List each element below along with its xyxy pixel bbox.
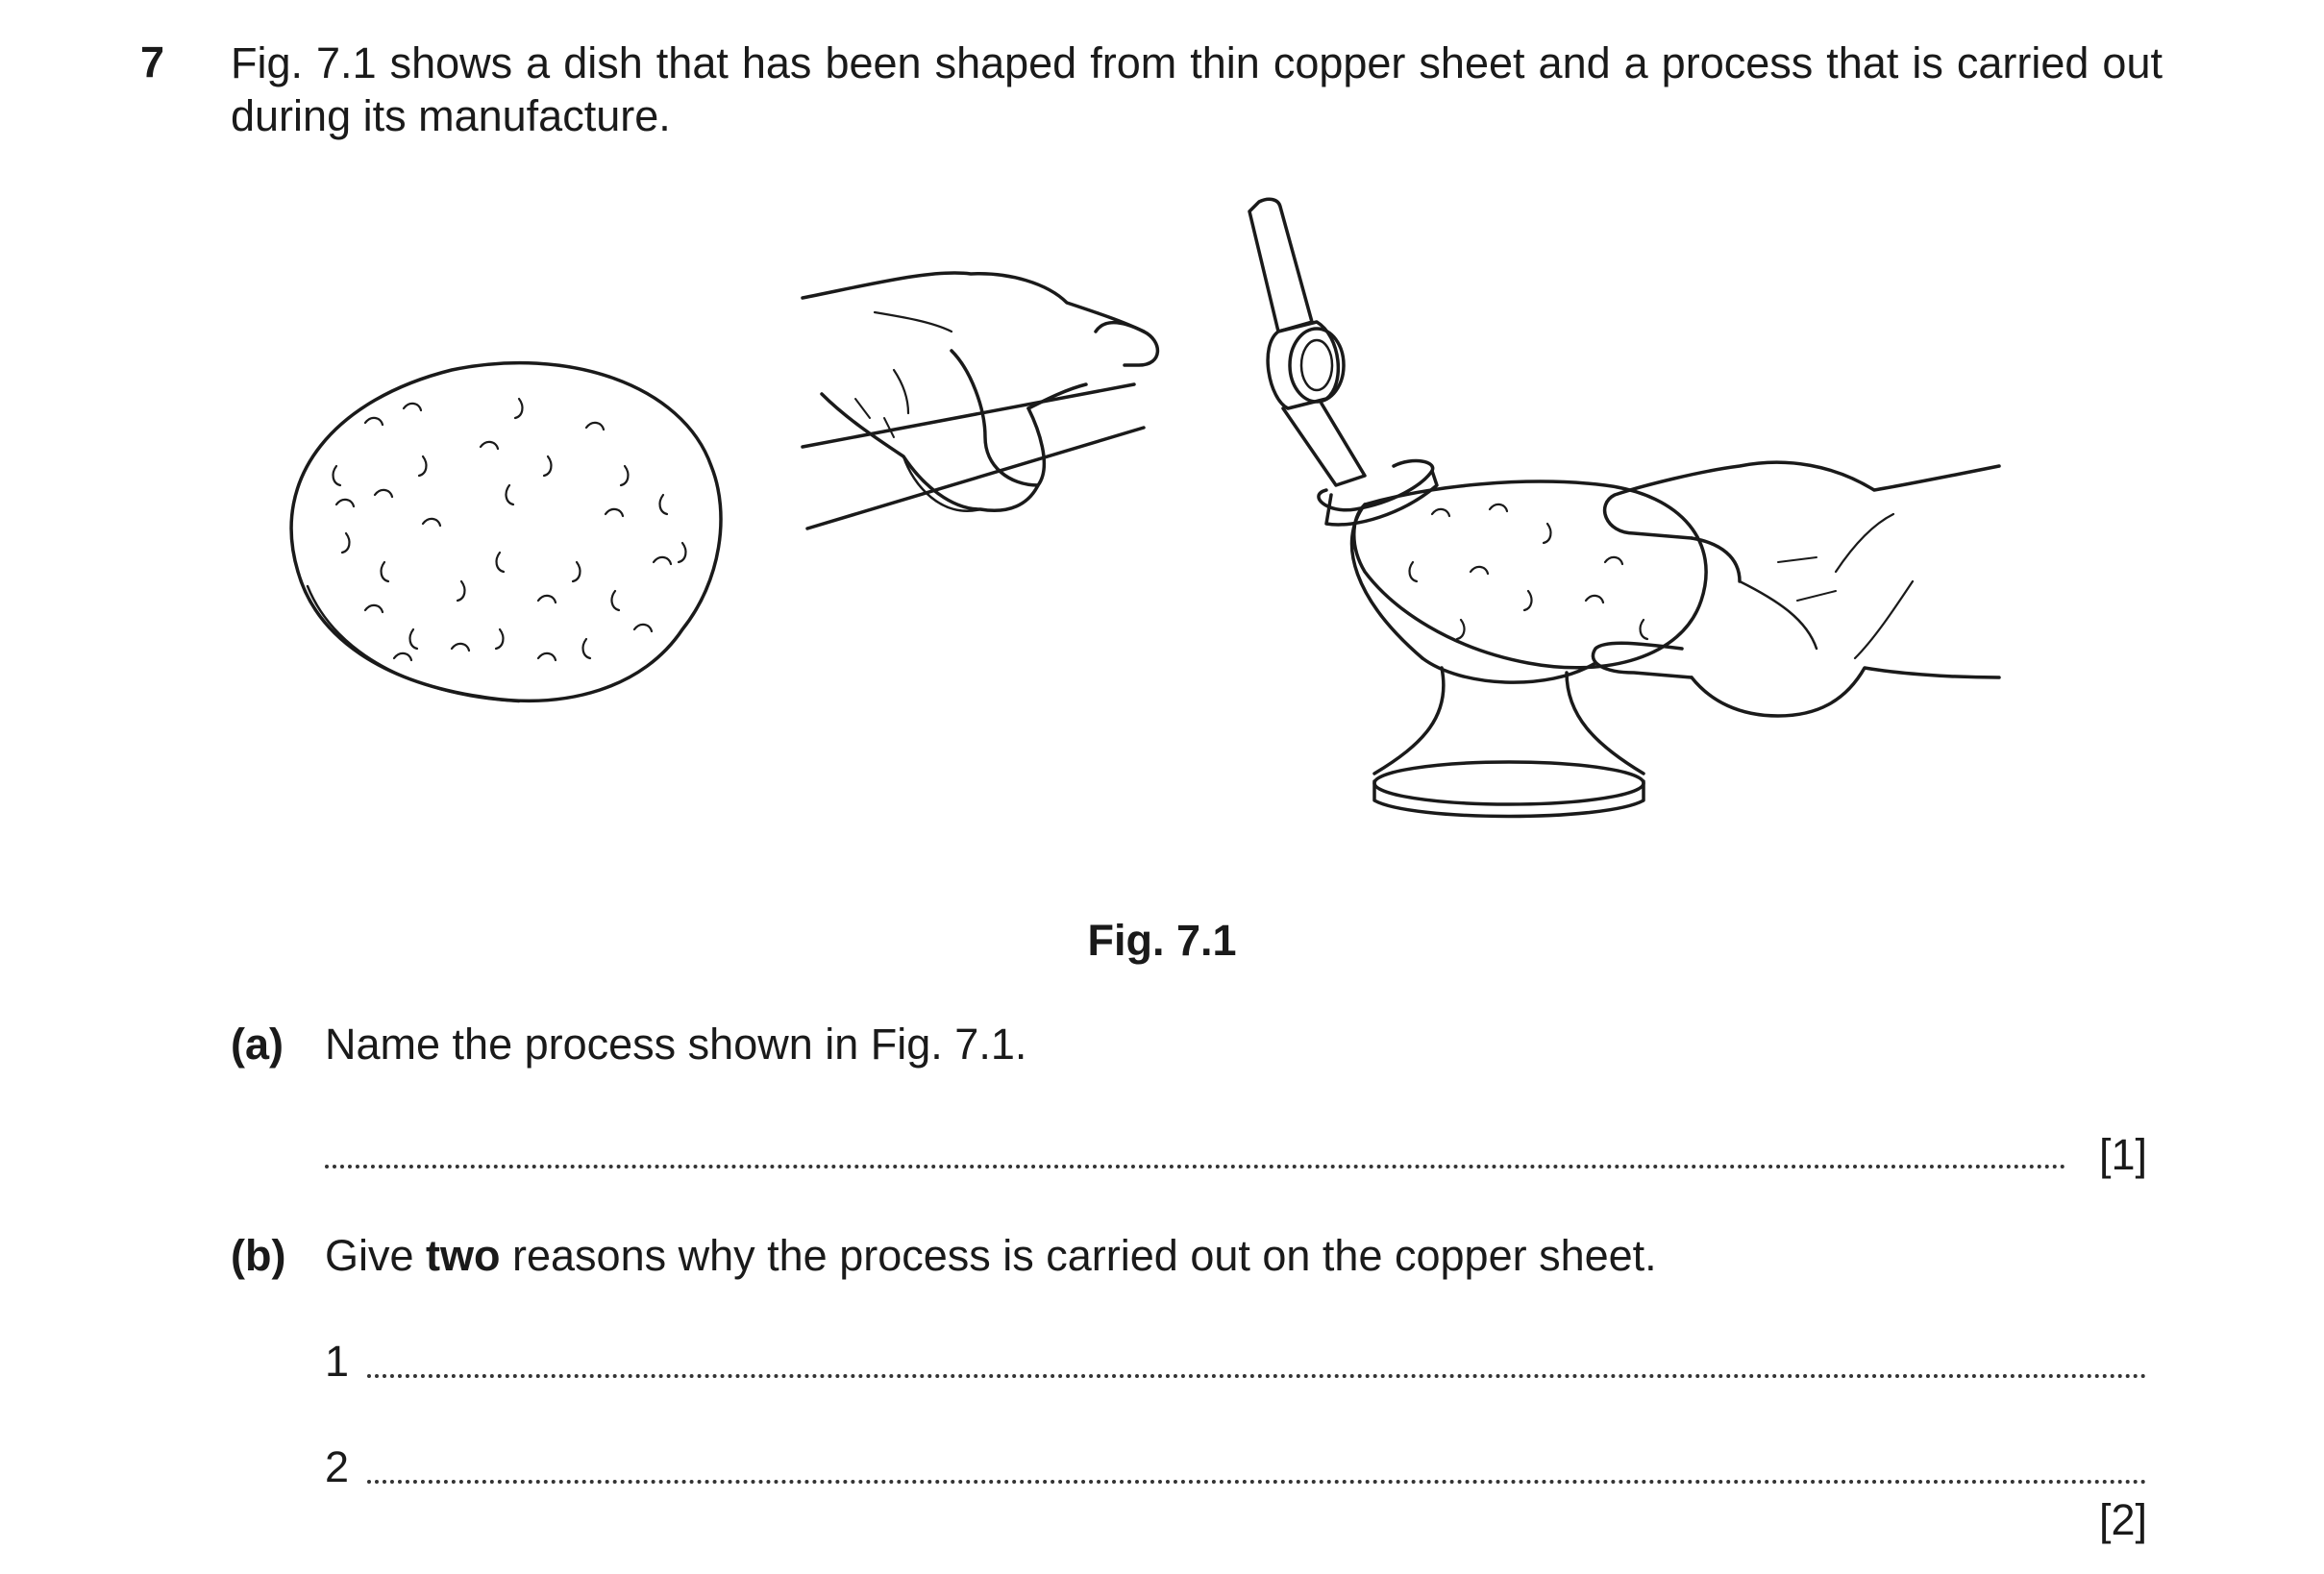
answer-line-1-number: 1 (325, 1337, 350, 1386)
part-b-answer-line-1[interactable] (367, 1374, 2147, 1378)
part-a-question: Name the process shown in Fig. 7.1. (325, 1020, 1027, 1069)
part-a-label: (a) (231, 1020, 284, 1069)
part-a-answer-line[interactable] (325, 1165, 2066, 1168)
part-b-text-after: reasons why the process is carried out on the copper sheet. (500, 1231, 1657, 1280)
hammer-drawing (803, 199, 1437, 529)
part-b-mark: [2] (2098, 1495, 2147, 1544)
part-b-answer-line-2[interactable] (367, 1480, 2147, 1484)
question-number: 7 (140, 37, 165, 86)
part-a-mark: [1] (2098, 1130, 2147, 1179)
answer-line-2-number: 2 (325, 1442, 350, 1491)
stake-drawing (1352, 504, 1644, 817)
part-b-emphasis: two (426, 1231, 501, 1280)
dish-on-stake-drawing (1354, 481, 1706, 668)
figure-caption: Fig. 7.1 (1087, 916, 1237, 965)
part-b-text-before: Give (325, 1231, 427, 1280)
part-b-label: (b) (231, 1231, 286, 1280)
figure-illustration (279, 178, 2009, 870)
right-hand-drawing (1593, 462, 1999, 716)
question-intro: Fig. 7.1 shows a dish that has been shaped from thin copper sheet and a process that is carried out during its manufacture. (231, 38, 2163, 140)
part-b-question (325, 1230, 1657, 1282)
copper-dish-drawing (291, 363, 721, 701)
